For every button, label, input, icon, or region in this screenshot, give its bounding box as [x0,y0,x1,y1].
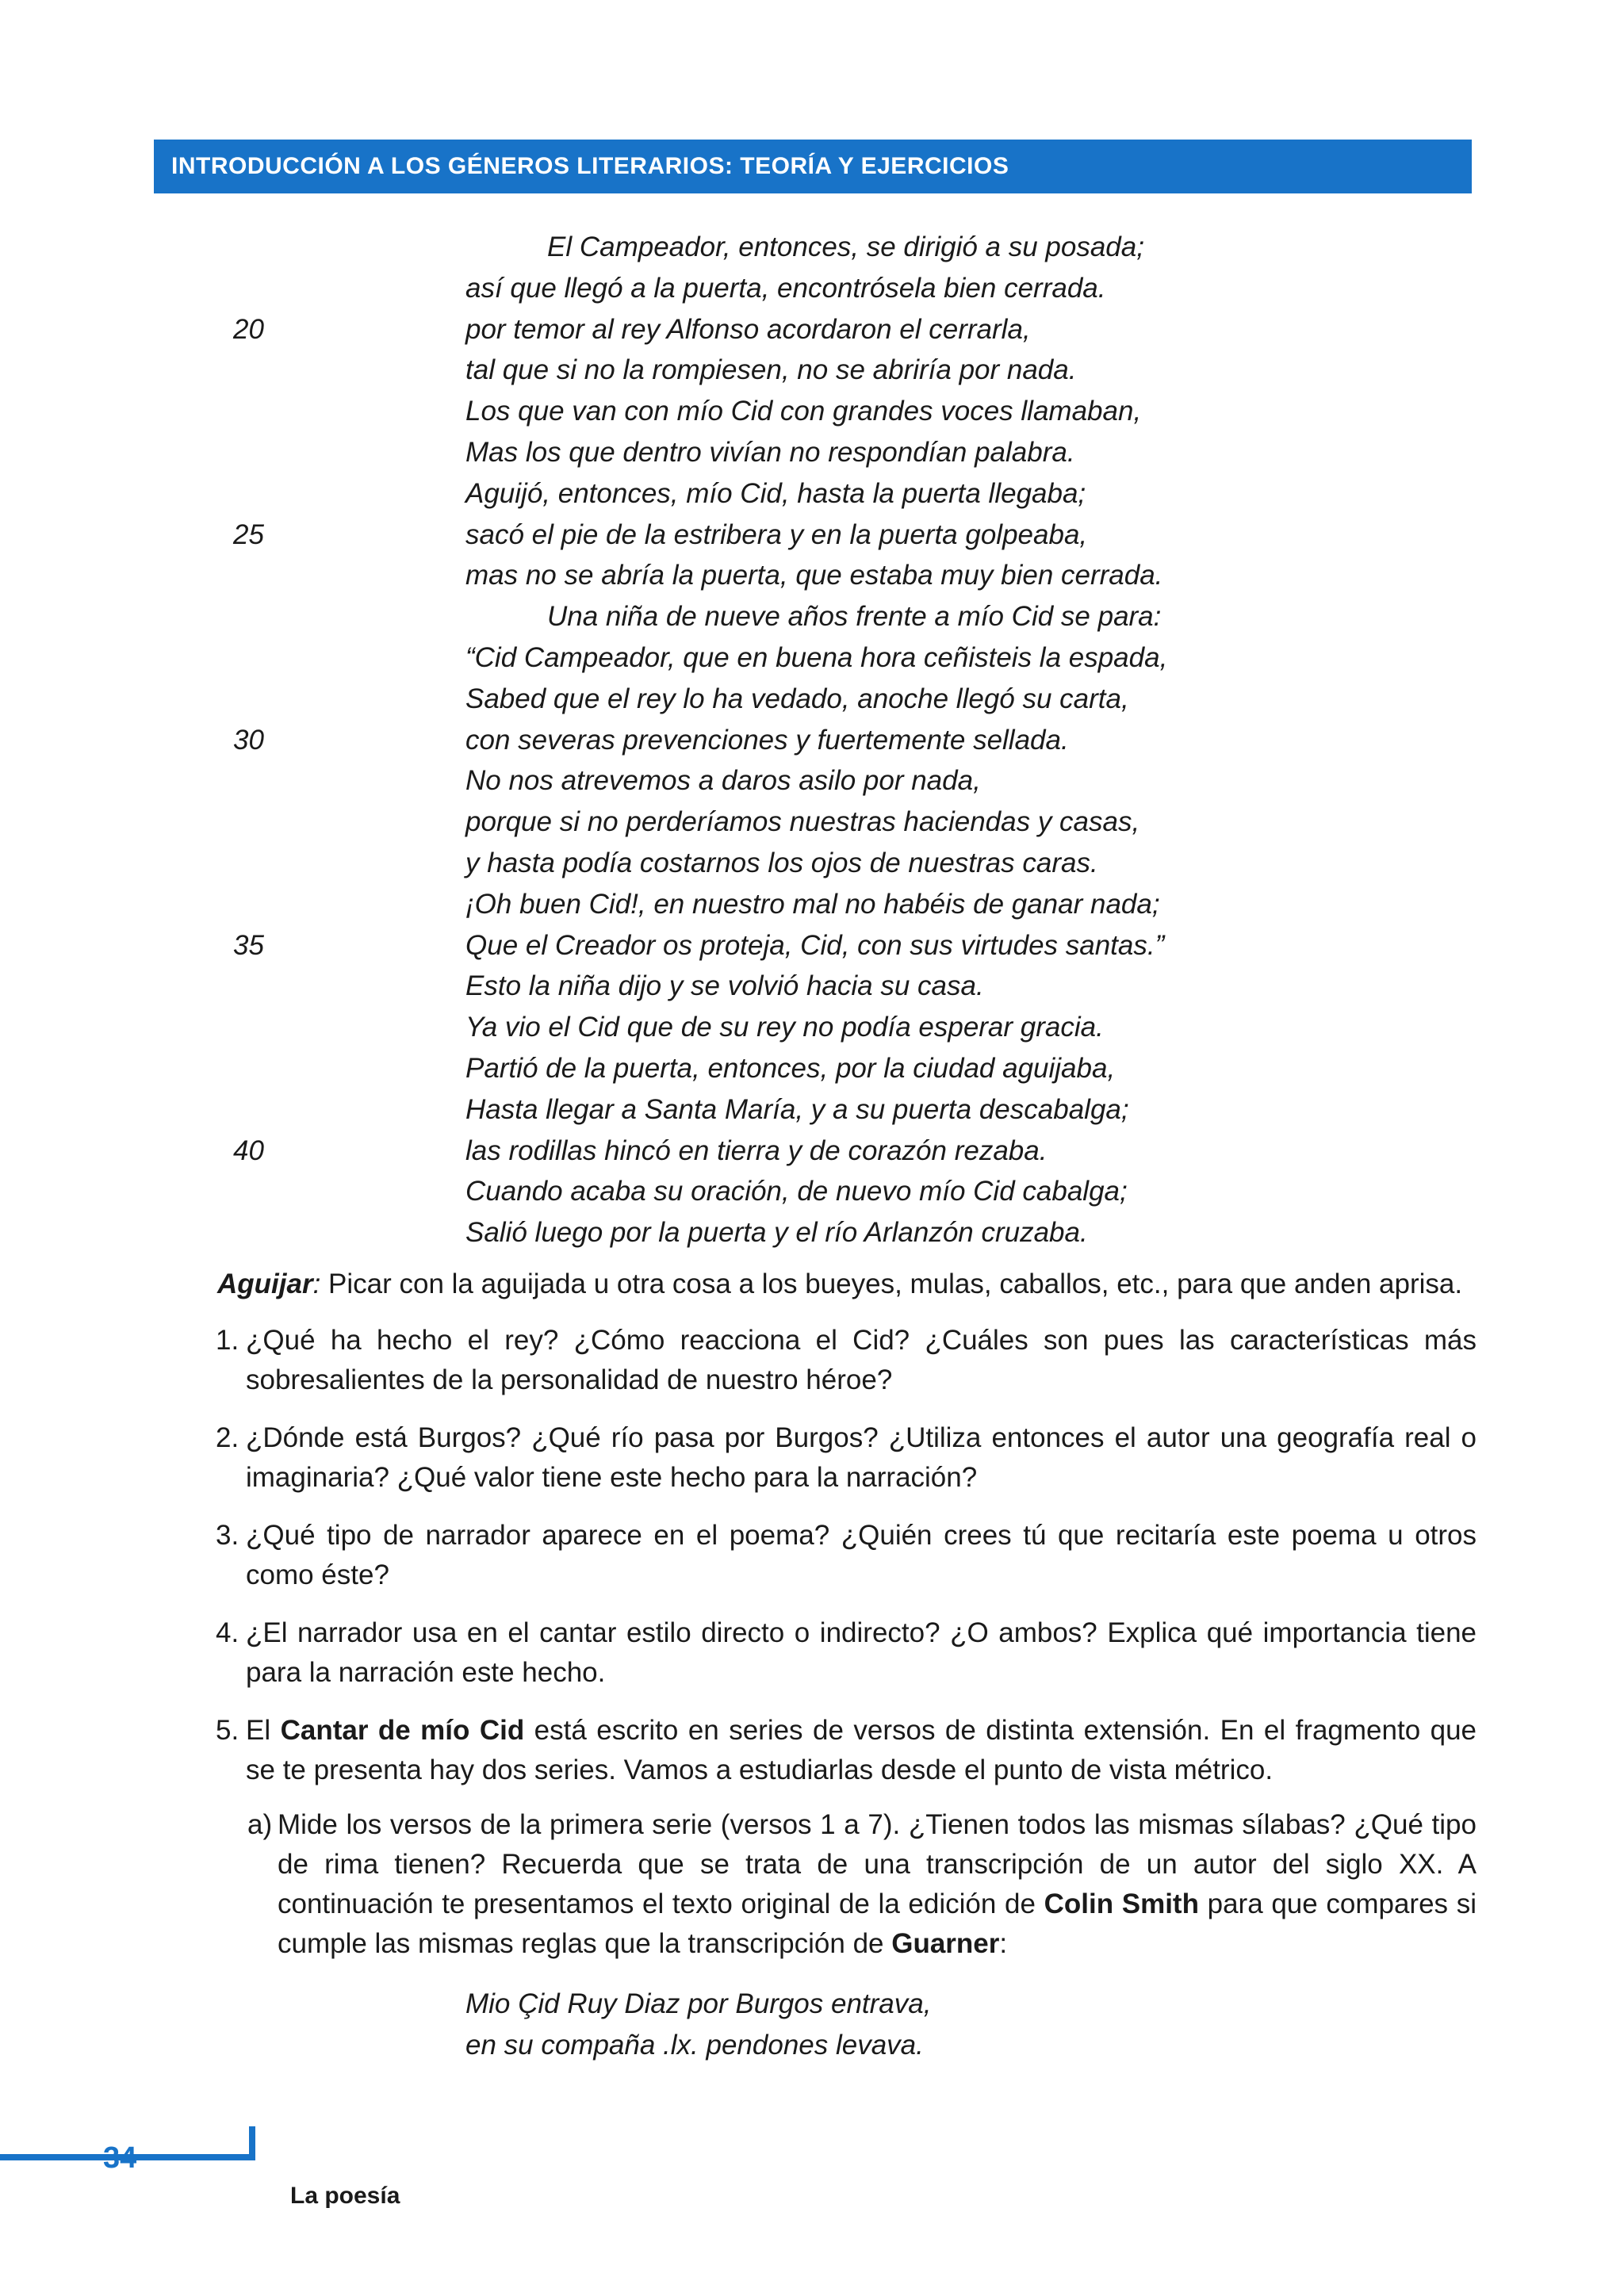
verse-text: Aguijó, entonces, mío Cid, hasta la puerta llegaba; [465,477,1086,509]
verse-line [0,227,1624,268]
verse-text: mas no se abría la puerta, que estaba muy bien cerrada. [465,560,1163,591]
verse-line [0,966,1624,1007]
question-number: 4. [216,1617,239,1648]
original-line: Mio Çid Ruy Diaz por Burgos entrava, [465,1988,932,2019]
verse-text: Los que van con mío Cid con grandes voces llamaban, [465,396,1142,427]
glossary-note [217,1264,1478,1305]
verse-line [0,309,1624,350]
question-5 [216,1711,1477,1790]
verse-line [0,720,1624,761]
question-3 [216,1516,1477,1595]
question-number: 2. [216,1422,239,1453]
subquestion-letter: a) [247,1809,273,1840]
verse-line [0,1171,1624,1212]
verse-text: ¡Oh buen Cid!, en nuestro mal no habéis de ganar nada; [465,888,1160,920]
verse-line [0,350,1624,391]
footer-divider [249,2126,255,2160]
verse-line [0,925,1624,966]
verse-line [0,760,1624,802]
verse-text: porque si no perderíamos nuestras haciendas y casas, [465,806,1140,838]
translator-name: Guarner [891,1928,1000,1959]
verse-text: No nos atrevemos a daros asilo por nada, [465,765,981,797]
poem-excerpt [0,227,1624,1253]
verse-number: 40 [233,1135,264,1166]
verse-line [0,884,1624,925]
question-text: ¿El narrador usa en el cantar estilo directo o indirecto? ¿O ambos? Explica qué importancia tiene para la narración este hecho. [246,1617,1477,1688]
verse-text: Hasta llegar a Santa María, y a su puerta descabalga; [465,1093,1129,1125]
question-2 [216,1418,1477,1498]
verse-number: 25 [233,519,264,550]
verse-text: Una niña de nueve años frente a mío Cid se para: [547,601,1162,633]
subquestion-text-3: : [999,1928,1008,1959]
question-number: 5. [216,1715,239,1746]
question-text-pre: El [246,1715,281,1746]
question-4 [216,1613,1477,1693]
verse-line [0,268,1624,309]
verse-line [0,473,1624,515]
subquestion-text-1: Mide los versos de la primera serie (versos 1 a 7). ¿Tienen todos las mismas sílabas? ¿Qué tipo de rima tienen? Recuerda que se trata de una transcripción de un autor del siglo XX. A continuación te presentamos el texto original de la edición de [278,1809,1477,1919]
verse-text: “Cid Campeador, que en buena hora ceñisteis la espada, [465,641,1168,673]
page-number: 34 [103,2141,137,2175]
verse-line [0,1007,1624,1048]
verse-text: Ya vio el Cid que de su rey no podía esperar gracia. [465,1012,1104,1043]
verse-number: 35 [233,929,264,961]
verse-text: y hasta podía costarnos los ojos de nuestras caras. [465,847,1098,878]
verse-line [0,432,1624,473]
verse-number: 20 [233,313,264,345]
verse-line [0,1131,1624,1172]
verse-line [0,1089,1624,1131]
verse-text: tal que si no la rompiesen, no se abriría por nada. [465,354,1077,386]
original-line: en su compaña .lx. pendones levava. [465,2030,924,2061]
running-header: INTRODUCCIÓN A LOS GÉNEROS LITERARIOS: TEORÍA Y EJERCICIOS [154,140,1472,193]
verse-text: por temor al rey Alfonso acordaron el cerrarla, [465,313,1031,345]
section-name: La poesía [290,2183,400,2209]
glossary-definition: Picar con la aguijada u otra cosa a los bueyes, mulas, caballos, etc., para que anden aprisa. [320,1269,1463,1299]
verse-text: sacó el pie de la estribera y en la puerta golpeaba, [465,519,1088,550]
question-1 [216,1321,1477,1400]
verse-text: Sabed que el rey lo ha vedado, anoche llegó su carta, [465,683,1129,714]
glossary-colon: : [312,1269,321,1299]
verse-text: con severas prevenciones y fuertemente sellada. [465,724,1069,756]
verse-line [0,802,1624,843]
verse-text: Salió luego por la puerta y el río Arlanzón cruzaba. [465,1217,1088,1249]
verse-text: El Campeador, entonces, se dirigió a su posada; [547,232,1144,262]
exercise-list [216,1321,1477,1964]
question-5a [216,1805,1477,1964]
verse-line [0,843,1624,884]
question-text-post: está escrito en series de versos de distinta extensión. En el fragmento que se te presenta hay dos series. Vamos a estudiarlas desde el punto de vista métrico. [246,1715,1477,1785]
question-number: 1. [216,1325,239,1356]
verse-text: Esto la niña dijo y se volvió hacia su casa. [465,970,984,1002]
verse-line [0,596,1624,637]
original-text-excerpt [465,1984,931,2066]
verse-text: Que el Creador os proteja, Cid, con sus virtudes santas.” [465,929,1165,961]
verse-text: así que llegó a la puerta, encontrósela bien cerrada. [465,272,1106,304]
verse-line [0,391,1624,432]
question-text: ¿Qué ha hecho el rey? ¿Cómo reacciona el Cid? ¿Cuáles son pues las características más sobresalientes de la personalidad de nuestro héroe? [246,1325,1477,1395]
verse-line [0,555,1624,596]
work-title: Cantar de mío Cid [280,1715,525,1746]
verse-text: Partió de la puerta, entonces, por la ciudad aguijaba, [465,1052,1116,1084]
verse-text: Mas los que dentro vivían no respondían palabra. [465,436,1075,468]
question-number: 3. [216,1520,239,1551]
verse-line [0,679,1624,720]
verse-line [0,515,1624,556]
verse-line [0,637,1624,679]
verse-text: Cuando acaba su oración, de nuevo mío Cid cabalga; [465,1176,1128,1207]
verse-number: 30 [233,724,264,756]
editor-name: Colin Smith [1044,1888,1199,1919]
verse-text: las rodillas hincó en tierra y de corazón rezaba. [465,1135,1048,1166]
verse-line [0,1048,1624,1089]
question-text: ¿Qué tipo de narrador aparece en el poema? ¿Quién crees tú que recitaría este poema u otros como éste? [246,1520,1477,1590]
glossary-term: Aguijar [217,1269,313,1299]
verse-line [0,1212,1624,1253]
subquestion-text-2: para que compares si cumple las mismas reglas que la transcripción de [278,1888,1477,1959]
question-text: ¿Dónde está Burgos? ¿Qué río pasa por Burgos? ¿Utiliza entonces el autor una geografía real o imaginaria? ¿Qué valor tiene este hecho para la narración? [246,1422,1477,1493]
